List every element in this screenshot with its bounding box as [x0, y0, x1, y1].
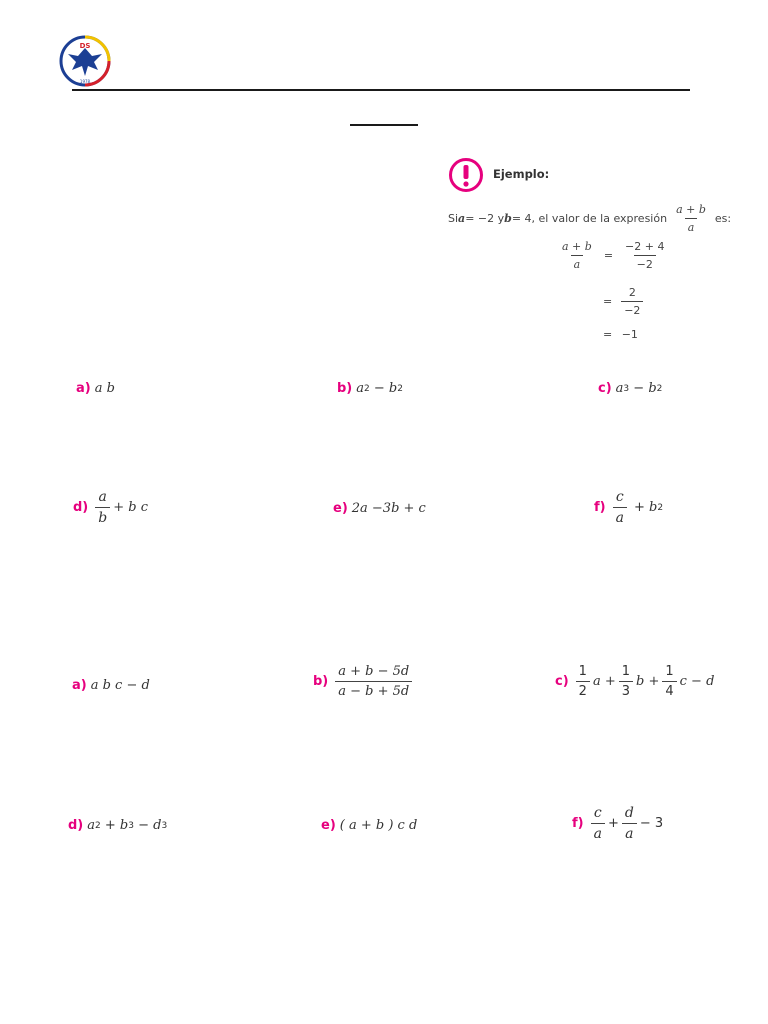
var-b: b: [388, 381, 398, 396]
header-rule: [72, 89, 690, 91]
operator: −: [369, 381, 389, 396]
example-step-1: [556, 240, 670, 271]
operator: −: [629, 381, 649, 396]
exercise-label: f): [572, 816, 584, 831]
fraction-one-third: [619, 664, 633, 699]
exercise-expression: a b: [94, 381, 115, 396]
exercise-1d: [73, 489, 148, 526]
exponent: 3: [161, 820, 168, 831]
fraction-numerator: 1: [621, 664, 630, 679]
equals-sign: =: [603, 249, 614, 262]
exercise-2e: [321, 818, 417, 833]
exercise-label: b): [313, 674, 329, 689]
exercise-expression: 2a −3b + c: [351, 501, 426, 516]
operator: +: [100, 818, 120, 833]
var-d: d: [153, 818, 162, 833]
exercise-2a: [72, 678, 150, 693]
exercise-expression: ( a + b ) c d: [339, 818, 418, 833]
intro-text: es:: [714, 212, 732, 225]
operator: −: [133, 818, 154, 833]
fraction-denominator: b: [95, 507, 110, 526]
expression-fraction: [673, 203, 709, 234]
fraction-numerator: d: [624, 805, 634, 821]
exercise-label: c): [598, 381, 612, 396]
exercise-1b: [337, 381, 403, 396]
fraction-numerator: c: [593, 805, 602, 821]
exercise-expression: a b c − d: [90, 678, 150, 693]
fraction-denominator: 3: [619, 681, 633, 699]
exercise-label: d): [73, 500, 89, 515]
step2-fraction: [621, 286, 643, 317]
exclamation-icon: [448, 157, 484, 193]
example-intro: [448, 203, 731, 234]
fraction-numerator: c: [615, 489, 624, 505]
school-logo: [58, 34, 112, 88]
exercise-2b: [313, 664, 415, 699]
fraction-numerator: −2 + 4: [625, 240, 665, 253]
example-title: Ejemplo:: [493, 167, 550, 181]
exercise-term: a +: [592, 674, 616, 689]
var-b: b: [648, 381, 657, 396]
fraction-numerator: a + b: [562, 240, 592, 253]
fraction-denominator: −2: [621, 301, 643, 317]
exercise-fraction: [95, 489, 110, 526]
exponent: 2: [95, 820, 101, 831]
exercise-2d: [68, 818, 167, 833]
exercise-1c: [598, 381, 662, 396]
exercise-fraction: [613, 489, 627, 526]
exercise-fraction: [335, 664, 412, 699]
intro-text: Si: [448, 212, 459, 225]
fraction-numerator: a + b: [676, 203, 706, 216]
exponent: 3: [128, 820, 134, 831]
exponent: 2: [364, 383, 370, 394]
example-step-2: [603, 286, 646, 317]
fraction-one-half: [576, 664, 590, 699]
operator: +: [633, 500, 649, 515]
exercise-label: f): [594, 500, 606, 515]
exercise-label: c): [555, 674, 569, 689]
fraction-numerator: a + b − 5d: [338, 664, 410, 679]
exercise-2f: [572, 805, 663, 842]
title-underline: [350, 124, 418, 126]
intro-text: = 4, el valor de la expresión: [511, 212, 668, 225]
exercise-expression: + b c: [113, 500, 148, 515]
step1-fraction: [622, 240, 667, 271]
fraction-denominator: a − b + 5d: [335, 681, 412, 699]
exercise-term: − 3: [639, 816, 664, 831]
exercise-1e: [333, 501, 426, 516]
fraction-denominator: a: [571, 255, 584, 271]
exponent: 2: [397, 383, 403, 394]
fraction-denominator: a: [685, 218, 698, 234]
exponent: 3: [623, 383, 630, 394]
fraction-denominator: −2: [634, 255, 656, 271]
exercise-label: a): [76, 381, 91, 396]
fraction-denominator: 4: [662, 681, 676, 699]
exercise-label: a): [72, 678, 87, 693]
fraction-numerator: a: [98, 489, 107, 505]
var-a: a: [615, 381, 624, 396]
var-a: a: [356, 381, 365, 396]
fraction-denominator: a: [591, 823, 605, 842]
result-value: −1: [621, 328, 638, 341]
exponent: 2: [656, 383, 663, 394]
exercise-fraction: [591, 805, 605, 842]
logo-initials: DS: [79, 42, 91, 50]
intro-var-a: a: [458, 212, 466, 225]
fraction-denominator: a: [613, 507, 627, 526]
fraction-denominator: 2: [576, 681, 590, 699]
fraction-numerator: 1: [665, 664, 674, 679]
equals-sign: =: [603, 295, 613, 308]
fraction-numerator: 2: [628, 286, 636, 299]
exercise-term: b +: [636, 674, 660, 689]
exercise-2c: [555, 664, 714, 699]
exercise-label: d): [68, 818, 84, 833]
logo-year: 1978: [79, 79, 91, 84]
equals-sign: =: [603, 328, 613, 341]
fraction-one-quarter: [662, 664, 676, 699]
exercise-fraction: [622, 805, 637, 842]
exercise-term: c − d: [679, 674, 715, 689]
exercise-1a: [76, 381, 115, 396]
operator: +: [607, 816, 619, 831]
var-a: a: [87, 818, 96, 833]
fraction-denominator: a: [622, 823, 636, 842]
intro-text: = −2 y: [465, 212, 505, 225]
exercise-1f: [594, 489, 663, 526]
intro-var-b: b: [504, 212, 512, 225]
example-result: [603, 328, 638, 341]
exponent: 2: [657, 502, 664, 513]
exercise-label: e): [333, 501, 348, 516]
fraction-numerator: 1: [578, 664, 587, 679]
var-b: b: [649, 500, 658, 515]
expression-fraction: [559, 240, 595, 271]
exercise-label: b): [337, 381, 353, 396]
exercise-label: e): [321, 818, 336, 833]
var-b: b: [119, 818, 129, 833]
